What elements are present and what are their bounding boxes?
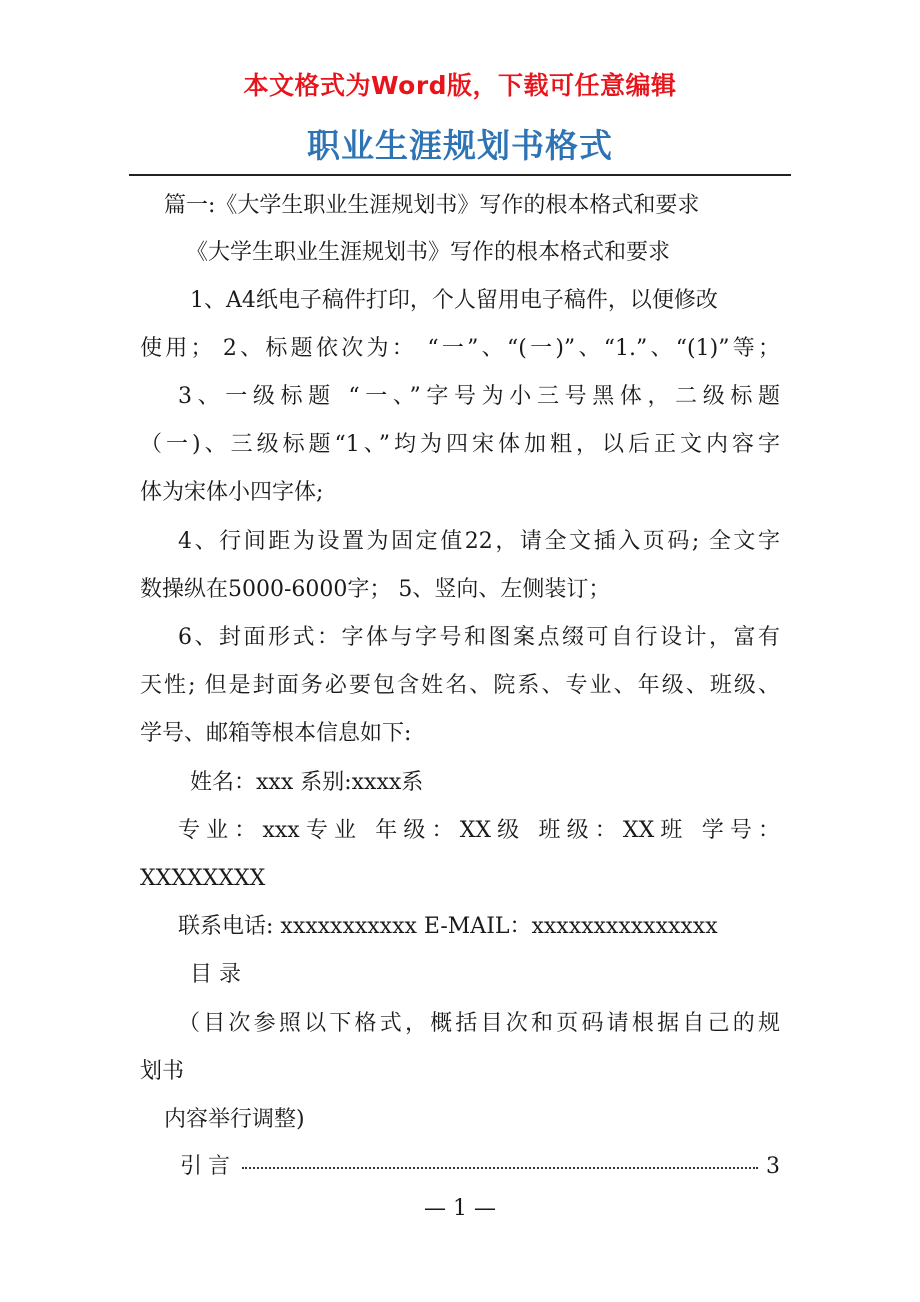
title-divider (129, 174, 791, 176)
cover-contact-line: 联系电话: xxxxxxxxxxx E-MAIL：xxxxxxxxxxxxxxx (178, 914, 718, 939)
toc-note-line-3: 内容举行调整) (164, 1107, 305, 1132)
toc-entry[interactable] (180, 1152, 780, 1182)
para-line-12: 学号、邮箱等根本信息如下: (140, 721, 412, 746)
document-title: 职业生涯规划书格式 (307, 126, 613, 165)
cover-student-id: XXXXXXXX (140, 866, 266, 891)
para-line-7: 体为宋体小四字体; (140, 480, 324, 505)
para-line-9: 数操纵在5000-6000字； 5、竖向、左侧装订； (140, 577, 611, 602)
toc-note-line-2: 划书 (140, 1059, 185, 1084)
para-line-8: 4、行间距为设置为固定值22，请全文插入页码; 全文字 (178, 529, 780, 554)
toc-entry-label: 引言 (180, 1154, 237, 1179)
toc-heading: 目 录 (190, 962, 241, 987)
para-heading-1: 篇一:《大学生职业生涯规划书》写作的根本格式和要求 (164, 193, 700, 218)
para-line-4: 使用； 2、标题依次为： “一”、“(一)”、“1.”、“(1)”等； (140, 336, 780, 361)
toc-note-line-1: （目次参照以下格式，概括目次和页码请根据自己的规 (178, 1011, 780, 1036)
toc-leader-dots (242, 1167, 758, 1169)
para-line-5: 3、一级标题 “一、”字号为小三号黑体，二级标题 (178, 384, 780, 409)
para-line-3: 1、A4纸电子稿件打印，个人留用电子稿件，以便修改 (190, 288, 718, 313)
page-number: — 1 — (424, 1196, 496, 1221)
para-line-6: （一)、三级标题“1、”均为四宋体加粗，以后正文内容字 (140, 432, 780, 457)
para-line-11: 天性; 但是封面务必要包含姓名、院系、专业、年级、班级、 (140, 673, 780, 698)
para-line-10: 6、封面形式：字体与字号和图案点缀可自行设计，富有 (178, 625, 780, 650)
cover-name-line: 姓名：xxx 系别:xxxx系 (190, 770, 424, 795)
download-banner: 本文格式为Word版，下载可任意编辑 (243, 71, 677, 100)
para-heading-2: 《大学生职业生涯规划书》写作的根本格式和要求 (186, 240, 671, 265)
toc-entry-page: 3 (766, 1154, 780, 1179)
cover-major-line: 专业：xxx专业 年级：XX级 班级：XX班 学号： (178, 818, 780, 843)
